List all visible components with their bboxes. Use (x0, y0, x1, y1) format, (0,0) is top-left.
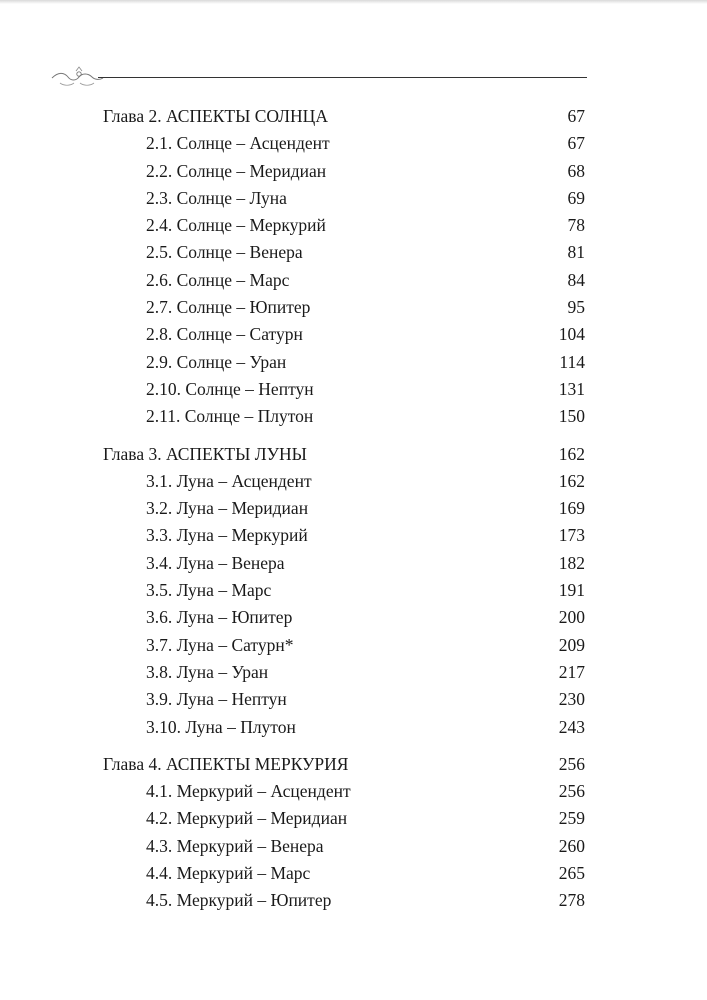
entry-page-number: 217 (558, 661, 585, 682)
header-rule (98, 77, 587, 78)
toc-entry (0, 577, 707, 604)
toc-entry (0, 686, 707, 713)
entry-title: 3.3. Луна – Меркурий (146, 525, 308, 546)
entry-page-number: 260 (558, 835, 585, 856)
toc-entry (0, 805, 707, 832)
entry-title: 2.11. Солнце – Плутон (146, 406, 314, 427)
entry-page-number: 173 (558, 525, 585, 546)
chapter-page-number: 67 (567, 106, 585, 126)
entry-page-number: 95 (567, 297, 585, 318)
entry-page-number: 81 (567, 242, 585, 263)
entry-page-number: 200 (558, 607, 585, 628)
entry-title: 3.2. Луна – Меридиан (146, 498, 309, 519)
page-top-edge (0, 0, 707, 4)
toc-entry (0, 887, 707, 914)
entry-page-number: 84 (567, 269, 585, 290)
entry-title: 2.6. Солнце – Марс (146, 269, 290, 290)
entry-title: 4.3. Меркурий – Венера (146, 835, 324, 856)
entry-title: 2.3. Солнце – Луна (146, 187, 287, 208)
toc-entry (0, 833, 707, 860)
entry-title: 2.5. Солнце – Венера (146, 242, 303, 263)
toc-entry (0, 604, 707, 631)
chapter-title: Глава 3. АСПЕКТЫ ЛУНЫ (103, 443, 307, 464)
entry-page-number: 191 (558, 580, 585, 601)
toc-entry (0, 130, 707, 157)
toc-entry (0, 468, 707, 495)
entry-title: 2.1. Солнце – Асцендент (146, 133, 330, 154)
chapter-page-number: 162 (558, 443, 585, 464)
toc-entry (0, 550, 707, 577)
entry-page-number: 131 (558, 378, 585, 399)
toc-chapter-heading (0, 103, 707, 130)
entry-title: 4.2. Меркурий – Меридиан (146, 808, 348, 829)
entry-page-number: 169 (558, 498, 585, 519)
entry-title: 2.8. Солнце – Сатурн (146, 324, 303, 345)
toc-entry (0, 185, 707, 212)
entry-page-number: 265 (558, 863, 585, 884)
toc-entry (0, 267, 707, 294)
toc-entry (0, 294, 707, 321)
entry-page-number: 243 (558, 716, 585, 737)
entry-page-number: 104 (558, 324, 585, 345)
toc-entry (0, 403, 707, 430)
table-of-contents (0, 103, 707, 925)
entry-title: 3.4. Луна – Венера (146, 552, 285, 573)
toc-entry (0, 778, 707, 805)
toc-entry (0, 212, 707, 239)
toc-chapter (0, 103, 707, 431)
entry-page-number: 68 (567, 160, 585, 181)
toc-entry (0, 376, 707, 403)
toc-chapter (0, 441, 707, 741)
toc-entry (0, 659, 707, 686)
chapter-page-number: 256 (558, 753, 585, 774)
entry-title: 3.6. Луна – Юпитер (146, 607, 293, 628)
chapter-title: Глава 2. АСПЕКТЫ СОЛНЦА (103, 106, 328, 126)
flourish-ornament-icon (50, 66, 105, 90)
entry-title: 3.9. Луна – Нептун (146, 689, 287, 710)
entry-title: 3.8. Луна – Уран (146, 661, 269, 682)
toc-entry (0, 632, 707, 659)
entry-page-number: 278 (558, 890, 585, 911)
toc-entry (0, 522, 707, 549)
toc-entry (0, 321, 707, 348)
entry-title: 4.4. Меркурий – Марс (146, 863, 311, 884)
entry-title: 3.1. Луна – Асцендент (146, 470, 312, 491)
toc-chapter (0, 751, 707, 915)
entry-title: 2.9. Солнце – Уран (146, 351, 287, 372)
entry-title: 2.2. Солнце – Меридиан (146, 160, 327, 181)
toc-entry (0, 860, 707, 887)
entry-page-number: 69 (567, 187, 585, 208)
chapter-title: Глава 4. АСПЕКТЫ МЕРКУРИЯ (103, 753, 349, 774)
entry-title: 2.10. Солнце – Нептун (146, 378, 314, 399)
entry-page-number: 230 (558, 689, 585, 710)
entry-page-number: 67 (567, 133, 585, 154)
entry-page-number: 259 (558, 808, 585, 829)
toc-entry (0, 349, 707, 376)
entry-title: 2.7. Солнце – Юпитер (146, 297, 311, 318)
entry-page-number: 256 (558, 781, 585, 802)
toc-entry (0, 239, 707, 266)
toc-entry (0, 495, 707, 522)
entry-page-number: 150 (558, 406, 585, 427)
entry-title: 3.7. Луна – Сатурн* (146, 634, 294, 655)
entry-page-number: 78 (567, 215, 585, 236)
toc-chapter-heading (0, 441, 707, 468)
entry-title: 2.4. Солнце – Меркурий (146, 215, 326, 236)
toc-entry (0, 714, 707, 741)
entry-page-number: 114 (559, 351, 585, 372)
entry-page-number: 182 (558, 552, 585, 573)
entry-title: 3.5. Луна – Марс (146, 580, 272, 601)
toc-chapter-heading (0, 751, 707, 778)
entry-title: 4.5. Меркурий – Юпитер (146, 890, 332, 911)
entry-page-number: 162 (558, 470, 585, 491)
entry-title: 3.10. Луна – Плутон (146, 716, 296, 737)
toc-entry (0, 158, 707, 185)
entry-title: 4.1. Меркурий – Асцендент (146, 781, 351, 802)
entry-page-number: 209 (558, 634, 585, 655)
